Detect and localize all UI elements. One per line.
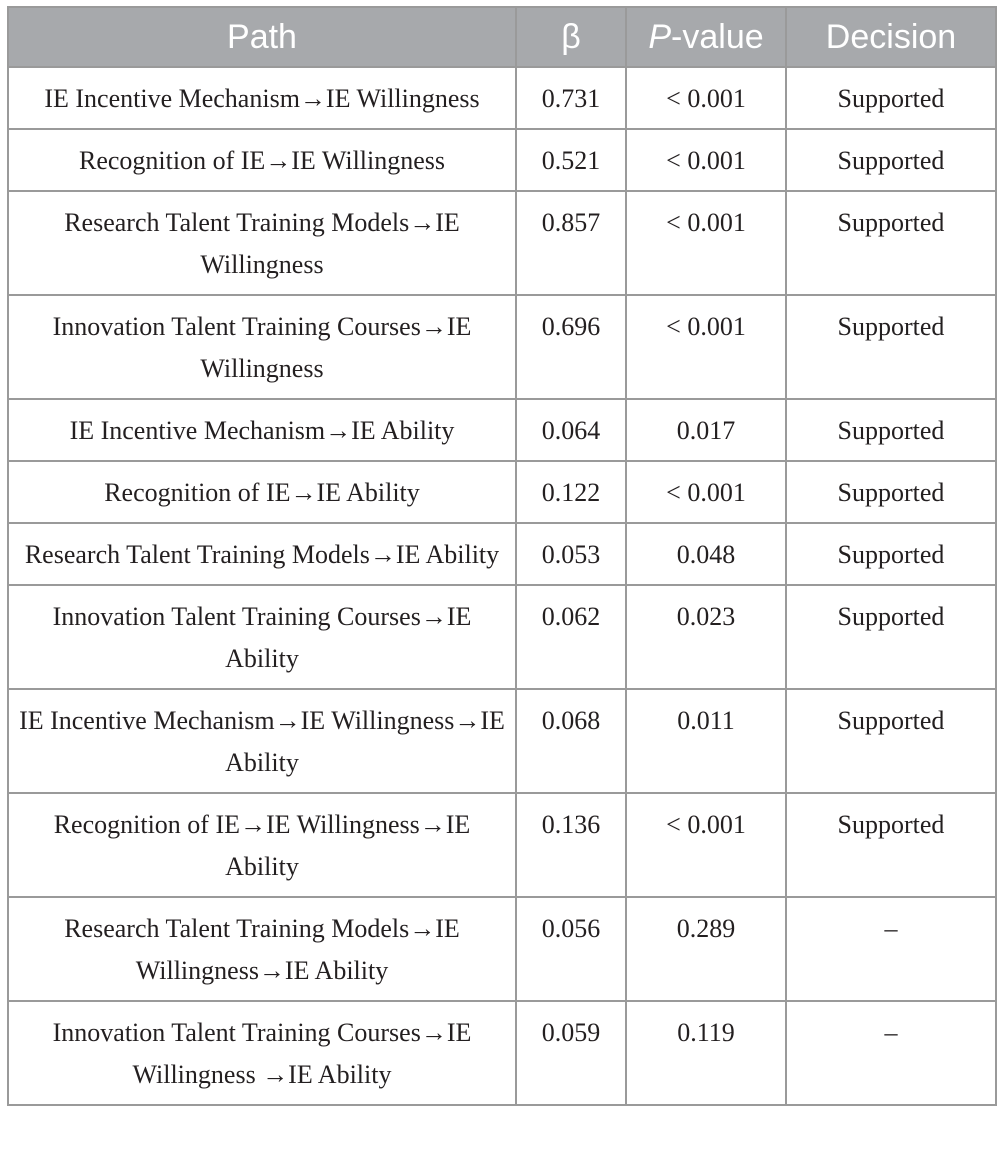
table-row	[8, 897, 996, 1001]
cell-decision: Supported	[786, 129, 996, 191]
header-path: Path	[8, 7, 516, 67]
cell-decision: Supported	[786, 793, 996, 897]
cell-p-value: < 0.001	[626, 191, 786, 295]
header-p-italic: P	[648, 17, 672, 56]
cell-path: Research Talent Training Models→IE Ability	[8, 523, 516, 585]
cell-beta: 0.056	[516, 897, 626, 1001]
cell-p-value: < 0.001	[626, 295, 786, 399]
cell-beta: 0.053	[516, 523, 626, 585]
cell-decision: Supported	[786, 67, 996, 129]
cell-p-value: 0.023	[626, 585, 786, 689]
cell-p-value: < 0.001	[626, 461, 786, 523]
cell-beta: 0.857	[516, 191, 626, 295]
cell-p-value: < 0.001	[626, 67, 786, 129]
cell-path: IE Incentive Mechanism→IE Willingness	[8, 67, 516, 129]
table-row	[8, 295, 996, 399]
cell-beta: 0.068	[516, 689, 626, 793]
table-row	[8, 399, 996, 461]
header-decision: Decision	[786, 7, 996, 67]
cell-beta: 0.731	[516, 67, 626, 129]
table-row	[8, 793, 996, 897]
cell-p-value: 0.289	[626, 897, 786, 1001]
cell-beta: 0.696	[516, 295, 626, 399]
table-row	[8, 523, 996, 585]
cell-path: Innovation Talent Training Courses→IE Willingness →IE Ability	[8, 1001, 516, 1105]
cell-beta: 0.059	[516, 1001, 626, 1105]
cell-path: Innovation Talent Training Courses→IE Ability	[8, 585, 516, 689]
cell-p-value: 0.011	[626, 689, 786, 793]
cell-beta: 0.122	[516, 461, 626, 523]
table-row	[8, 1001, 996, 1105]
table-row	[8, 461, 996, 523]
cell-beta: 0.521	[516, 129, 626, 191]
cell-path: Innovation Talent Training Courses→IE Willingness	[8, 295, 516, 399]
header-p-value	[626, 7, 786, 67]
path-analysis-table	[7, 6, 997, 1106]
cell-path: Recognition of IE→IE Willingness	[8, 129, 516, 191]
results-table-container	[7, 6, 997, 1106]
header-p-rest: -value	[671, 17, 764, 56]
cell-decision: Supported	[786, 399, 996, 461]
cell-decision: Supported	[786, 689, 996, 793]
cell-decision: Supported	[786, 295, 996, 399]
table-row	[8, 585, 996, 689]
cell-decision: Supported	[786, 585, 996, 689]
table-row	[8, 67, 996, 129]
header-row	[8, 7, 996, 67]
cell-decision: –	[786, 897, 996, 1001]
cell-decision: –	[786, 1001, 996, 1105]
cell-path: Recognition of IE→IE Ability	[8, 461, 516, 523]
cell-p-value: 0.048	[626, 523, 786, 585]
cell-p-value: 0.017	[626, 399, 786, 461]
cell-p-value: < 0.001	[626, 793, 786, 897]
cell-decision: Supported	[786, 191, 996, 295]
cell-beta: 0.136	[516, 793, 626, 897]
cell-path: Research Talent Training Models→IE Willingness	[8, 191, 516, 295]
cell-decision: Supported	[786, 461, 996, 523]
cell-beta: 0.062	[516, 585, 626, 689]
cell-p-value: < 0.001	[626, 129, 786, 191]
header-beta: β	[516, 7, 626, 67]
cell-p-value: 0.119	[626, 1001, 786, 1105]
table-row	[8, 129, 996, 191]
cell-path: Recognition of IE→IE Willingness→IE Ability	[8, 793, 516, 897]
cell-path: IE Incentive Mechanism→IE Ability	[8, 399, 516, 461]
cell-decision: Supported	[786, 523, 996, 585]
cell-beta: 0.064	[516, 399, 626, 461]
cell-path: IE Incentive Mechanism→IE Willingness→IE Ability	[8, 689, 516, 793]
cell-path: Research Talent Training Models→IE Willingness→IE Ability	[8, 897, 516, 1001]
table-row	[8, 689, 996, 793]
table-row	[8, 191, 996, 295]
